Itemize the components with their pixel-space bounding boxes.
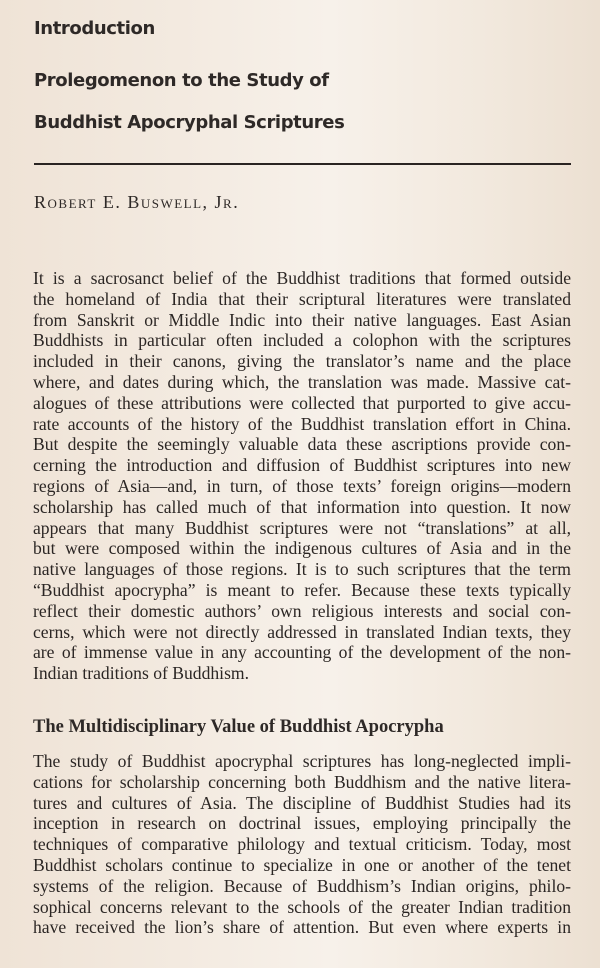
text-line: appears that many Buddhist scriptures were not “translations” at all, <box>33 517 571 538</box>
text-line: native languages of those regions. It is to such scriptures that the term <box>33 559 571 580</box>
text-line: systems of the religion. Because of Buddhism’s Indian origins, philo- <box>33 875 571 896</box>
section-heading: The Multidisciplinary Value of Buddhist Apocrypha <box>33 717 444 737</box>
text-line: Buddhists in particular often included a colophon with the scriptures <box>33 330 571 351</box>
chapter-title-line-2: Buddhist Apocryphal Scriptures <box>34 112 345 133</box>
text-line: It is a sacrosanct belief of the Buddhist traditions that formed outside <box>33 268 571 288</box>
text-line: the homeland of India that their scriptural literatures were translated <box>33 288 571 309</box>
text-line: Buddhist scholars continue to specialize in one or another of the tenet <box>33 854 571 875</box>
text-line: regions of Asia—and, in turn, of those texts’ foreign origins—modern <box>33 475 571 496</box>
text-line: included in their canons, giving the translator’s name and the place <box>33 351 571 372</box>
text-line: where, and dates during which, the translation was made. Massive cat- <box>33 371 571 392</box>
text-line: rate accounts of the history of the Buddhist translation effort in China. <box>33 413 571 434</box>
text-line: sophical concerns relevant to the schools of the greater Indian tradition <box>33 896 571 917</box>
text-line: scholarship has called much of that information into question. It now <box>33 496 571 517</box>
text-line: have received the lion’s share of attention. But even where experts in <box>33 917 571 938</box>
text-line: inception in research on doctrinal issues, employing principally the <box>33 813 571 834</box>
text-line: are of immense value in any accounting of the development of the non- <box>33 642 571 663</box>
text-line: “Buddhist apocrypha” is meant to refer. Because these texts typically <box>33 579 571 600</box>
title-rule-divider <box>34 163 571 165</box>
text-line: alogues of these attributions were collected that purported to give accu- <box>33 392 571 413</box>
text-line: tures and cultures of Asia. The discipline of Buddhist Studies had its <box>33 792 571 813</box>
chapter-title <box>34 60 344 144</box>
text-line: The study of Buddhist apocryphal scriptures has long-neglected impli- <box>33 751 571 771</box>
text-line: cerns, which were not directly addressed in translated Indian texts, they <box>33 621 571 642</box>
paragraph-intro <box>33 268 571 684</box>
chapter-label: Introduction <box>34 18 155 39</box>
text-line: techniques of comparative philology and textual criticism. Today, most <box>33 834 571 855</box>
chapter-title-line-1: Prolegomenon to the Study of <box>34 70 329 91</box>
text-line: cations for scholarship concerning both Buddhism and the native litera- <box>33 771 571 792</box>
text-line: but were composed within the indigenous cultures of Asia and in the <box>33 538 571 559</box>
text-line: cerning the introduction and diffusion of Buddhist scriptures into new <box>33 455 571 476</box>
text-line: reflect their domestic authors’ own religious interests and social con- <box>33 600 571 621</box>
text-line: from Sanskrit or Middle Indic into their native languages. East Asian <box>33 309 571 330</box>
paragraph-multidisciplinary <box>33 751 571 938</box>
author-byline: Robert E. Buswell, Jr. <box>34 192 240 212</box>
text-line: Indian traditions of Buddhism. <box>33 663 249 684</box>
text-line: But despite the seemingly valuable data these ascriptions provide con- <box>33 434 571 455</box>
